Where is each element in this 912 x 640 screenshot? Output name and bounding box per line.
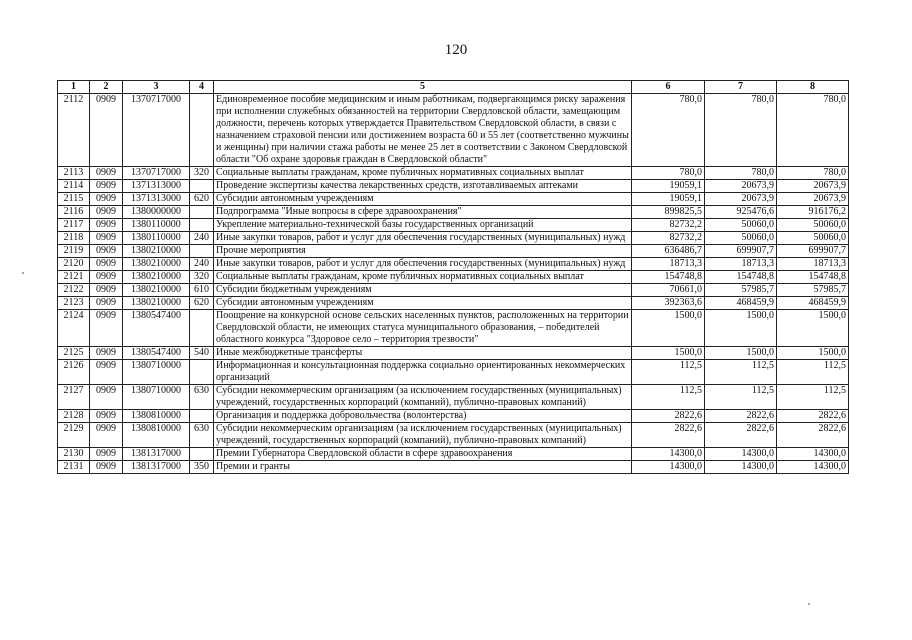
amount-col7-cell: 468459,9 [705, 297, 777, 310]
table-row [58, 310, 849, 347]
target-code-cell: 1380110000 [123, 219, 190, 232]
item-name-cell: Иные межбюджетные трансферты [214, 347, 632, 360]
item-name-cell: Социальные выплаты гражданам, кроме публичных нормативных социальных выплат [214, 167, 632, 180]
amount-col8-cell: 780,0 [777, 94, 849, 167]
section-code-cell: 0909 [90, 423, 123, 448]
table-row [58, 193, 849, 206]
target-code-cell: 1380210000 [123, 271, 190, 284]
item-name-cell: Информационная и консультационная поддержка социально ориентированных некоммерческих организаций [214, 360, 632, 385]
header-cell-4: 4 [190, 81, 214, 94]
expense-type-cell: 630 [190, 385, 214, 410]
expense-type-cell [190, 206, 214, 219]
expense-type-cell: 350 [190, 461, 214, 474]
target-code-cell: 1370717000 [123, 94, 190, 167]
amount-col8-cell: 2822,6 [777, 410, 849, 423]
row-number-cell: 2114 [58, 180, 90, 193]
amount-col7-cell: 57985,7 [705, 284, 777, 297]
expense-type-cell: 240 [190, 258, 214, 271]
amount-col6-cell: 2822,6 [632, 423, 705, 448]
item-name-cell: Субсидии некоммерческим организациям (за исключением государственных (муниципальных) учреждений, государственных корпораций (компаний), публично-правовых компаний) [214, 385, 632, 410]
expense-type-cell: 620 [190, 297, 214, 310]
header-row [58, 81, 849, 94]
amount-col8-cell: 50060,0 [777, 219, 849, 232]
target-code-cell: 1380547400 [123, 310, 190, 347]
item-name-cell: Единовременное пособие медицинским и иным работникам, подвергающимся риску заражения при исполнении служебных обязанностей на территории Свердловской области, замещающим должности, перечень которых утверждается Правительством Свердловской области, в связи с назначением страховой пенсии или достижением возраста 60 и 55 лет (соответственно мужчины и женщины) при наличии стажа работы не менее 25 лет в соответствии с Законом Свердловской области "Об охране здоровья граждан в Свердловской области" [214, 94, 632, 167]
table-row [58, 180, 849, 193]
amount-col8-cell: 2822,6 [777, 423, 849, 448]
target-code-cell: 1380710000 [123, 360, 190, 385]
amount-col6-cell: 899825,5 [632, 206, 705, 219]
item-name-cell: Социальные выплаты гражданам, кроме публичных нормативных социальных выплат [214, 271, 632, 284]
section-code-cell: 0909 [90, 245, 123, 258]
target-code-cell: 1380210000 [123, 258, 190, 271]
amount-col7-cell: 1500,0 [705, 347, 777, 360]
row-number-cell: 2113 [58, 167, 90, 180]
amount-col7-cell: 50060,0 [705, 219, 777, 232]
amount-col8-cell: 154748,8 [777, 271, 849, 284]
section-code-cell: 0909 [90, 219, 123, 232]
amount-col7-cell: 18713,3 [705, 258, 777, 271]
amount-col8-cell: 14300,0 [777, 448, 849, 461]
expense-type-cell [190, 180, 214, 193]
target-code-cell: 1381317000 [123, 448, 190, 461]
section-code-cell: 0909 [90, 410, 123, 423]
amount-col7-cell: 14300,0 [705, 461, 777, 474]
amount-col6-cell: 112,5 [632, 360, 705, 385]
section-code-cell: 0909 [90, 193, 123, 206]
section-code-cell: 0909 [90, 360, 123, 385]
header-cell-6: 6 [632, 81, 705, 94]
row-number-cell: 2125 [58, 347, 90, 360]
table-row [58, 423, 849, 448]
header-cell-7: 7 [705, 81, 777, 94]
amount-col8-cell: 780,0 [777, 167, 849, 180]
target-code-cell: 1380210000 [123, 284, 190, 297]
table-row [58, 385, 849, 410]
amount-col8-cell: 699907,7 [777, 245, 849, 258]
amount-col7-cell: 1500,0 [705, 310, 777, 347]
amount-col6-cell: 70661,0 [632, 284, 705, 297]
scan-speck [22, 272, 24, 274]
item-name-cell: Премии и гранты [214, 461, 632, 474]
expense-type-cell: 320 [190, 167, 214, 180]
expense-type-cell [190, 219, 214, 232]
target-code-cell: 1380000000 [123, 206, 190, 219]
target-code-cell: 1381317000 [123, 461, 190, 474]
row-number-cell: 2126 [58, 360, 90, 385]
section-code-cell: 0909 [90, 385, 123, 410]
amount-col7-cell: 699907,7 [705, 245, 777, 258]
section-code-cell: 0909 [90, 461, 123, 474]
amount-col7-cell: 154748,8 [705, 271, 777, 284]
row-number-cell: 2117 [58, 219, 90, 232]
table-body [58, 94, 849, 474]
section-code-cell: 0909 [90, 94, 123, 167]
amount-col7-cell: 2822,6 [705, 423, 777, 448]
item-name-cell: Премии Губернатора Свердловской области в сфере здравоохранения [214, 448, 632, 461]
table-row [58, 410, 849, 423]
table-row [58, 245, 849, 258]
amount-col7-cell: 780,0 [705, 94, 777, 167]
item-name-cell: Поощрение на конкурсной основе сельских населенных пунктов, расположенных на территории Свердловской области, не имеющих статуса муниципального образования, – победителей областного конкурса "Здоровое село – территория трезвости" [214, 310, 632, 347]
section-code-cell: 0909 [90, 297, 123, 310]
expense-type-cell: 320 [190, 271, 214, 284]
expense-type-cell: 540 [190, 347, 214, 360]
section-code-cell: 0909 [90, 206, 123, 219]
amount-col6-cell: 19059,1 [632, 180, 705, 193]
amount-col6-cell: 636486,7 [632, 245, 705, 258]
amount-col8-cell: 468459,9 [777, 297, 849, 310]
row-number-cell: 2112 [58, 94, 90, 167]
target-code-cell: 1380210000 [123, 245, 190, 258]
row-number-cell: 2131 [58, 461, 90, 474]
amount-col6-cell: 82732,2 [632, 219, 705, 232]
table-row [58, 219, 849, 232]
item-name-cell: Прочие мероприятия [214, 245, 632, 258]
item-name-cell: Организация и поддержка добровольчества (волонтерства) [214, 410, 632, 423]
page-number: 120 [444, 42, 468, 58]
row-number-cell: 2122 [58, 284, 90, 297]
row-number-cell: 2124 [58, 310, 90, 347]
amount-col8-cell: 112,5 [777, 360, 849, 385]
row-number-cell: 2128 [58, 410, 90, 423]
expense-type-cell [190, 448, 214, 461]
amount-col7-cell: 20673,9 [705, 193, 777, 206]
row-number-cell: 2123 [58, 297, 90, 310]
target-code-cell: 1380810000 [123, 410, 190, 423]
amount-col7-cell: 20673,9 [705, 180, 777, 193]
amount-col8-cell: 20673,9 [777, 180, 849, 193]
budget-table [57, 80, 849, 474]
amount-col6-cell: 1500,0 [632, 310, 705, 347]
expense-type-cell [190, 360, 214, 385]
section-code-cell: 0909 [90, 284, 123, 297]
section-code-cell: 0909 [90, 271, 123, 284]
item-name-cell: Субсидии некоммерческим организациям (за исключением государственных (муниципальных) учреждений, государственных корпораций (компаний), публично-правовых компаний) [214, 423, 632, 448]
amount-col6-cell: 2822,6 [632, 410, 705, 423]
item-name-cell: Субсидии автономным учреждениям [214, 193, 632, 206]
row-number-cell: 2118 [58, 232, 90, 245]
amount-col7-cell: 112,5 [705, 385, 777, 410]
header-cell-8: 8 [777, 81, 849, 94]
table-row [58, 347, 849, 360]
table-row [58, 206, 849, 219]
amount-col6-cell: 780,0 [632, 167, 705, 180]
table-row [58, 461, 849, 474]
item-name-cell: Укрепление материально-технической базы государственных организаций [214, 219, 632, 232]
section-code-cell: 0909 [90, 310, 123, 347]
amount-col6-cell: 154748,8 [632, 271, 705, 284]
row-number-cell: 2119 [58, 245, 90, 258]
amount-col8-cell: 50060,0 [777, 232, 849, 245]
amount-col6-cell: 14300,0 [632, 461, 705, 474]
amount-col8-cell: 1500,0 [777, 347, 849, 360]
section-code-cell: 0909 [90, 167, 123, 180]
item-name-cell: Проведение экспертизы качества лекарственных средств, изготавливаемых аптеками [214, 180, 632, 193]
row-number-cell: 2120 [58, 258, 90, 271]
expense-type-cell [190, 410, 214, 423]
section-code-cell: 0909 [90, 232, 123, 245]
amount-col6-cell: 392363,6 [632, 297, 705, 310]
section-code-cell: 0909 [90, 448, 123, 461]
amount-col8-cell: 14300,0 [777, 461, 849, 474]
expense-type-cell [190, 310, 214, 347]
section-code-cell: 0909 [90, 347, 123, 360]
amount-col8-cell: 57985,7 [777, 284, 849, 297]
amount-col8-cell: 18713,3 [777, 258, 849, 271]
target-code-cell: 1380210000 [123, 297, 190, 310]
item-name-cell: Иные закупки товаров, работ и услуг для обеспечения государственных (муниципальных) нужд [214, 258, 632, 271]
table-row [58, 448, 849, 461]
header-cell-3: 3 [123, 81, 190, 94]
amount-col7-cell: 780,0 [705, 167, 777, 180]
target-code-cell: 1380110000 [123, 232, 190, 245]
table-row [58, 271, 849, 284]
amount-col7-cell: 50060,0 [705, 232, 777, 245]
target-code-cell: 1380810000 [123, 423, 190, 448]
amount-col6-cell: 82732,2 [632, 232, 705, 245]
item-name-cell: Иные закупки товаров, работ и услуг для обеспечения государственных (муниципальных) нужд [214, 232, 632, 245]
amount-col6-cell: 1500,0 [632, 347, 705, 360]
target-code-cell: 1380547400 [123, 347, 190, 360]
amount-col6-cell: 19059,1 [632, 193, 705, 206]
target-code-cell: 1371313000 [123, 193, 190, 206]
section-code-cell: 0909 [90, 180, 123, 193]
amount-col8-cell: 112,5 [777, 385, 849, 410]
amount-col7-cell: 112,5 [705, 360, 777, 385]
item-name-cell: Подпрограмма "Иные вопросы в сфере здравоохранения" [214, 206, 632, 219]
header-cell-5: 5 [214, 81, 632, 94]
row-number-cell: 2116 [58, 206, 90, 219]
header-cell-2: 2 [90, 81, 123, 94]
item-name-cell: Субсидии бюджетным учреждениям [214, 284, 632, 297]
table-row [58, 297, 849, 310]
row-number-cell: 2129 [58, 423, 90, 448]
amount-col7-cell: 14300,0 [705, 448, 777, 461]
expense-type-cell: 630 [190, 423, 214, 448]
expense-type-cell [190, 94, 214, 167]
table-row [58, 94, 849, 167]
table-row [58, 232, 849, 245]
expense-type-cell [190, 245, 214, 258]
table-row [58, 284, 849, 297]
item-name-cell: Субсидии автономным учреждениям [214, 297, 632, 310]
section-code-cell: 0909 [90, 258, 123, 271]
scan-speck [808, 603, 810, 605]
amount-col6-cell: 14300,0 [632, 448, 705, 461]
amount-col8-cell: 1500,0 [777, 310, 849, 347]
target-code-cell: 1371313000 [123, 180, 190, 193]
table-row [58, 360, 849, 385]
amount-col8-cell: 916176,2 [777, 206, 849, 219]
amount-col6-cell: 18713,3 [632, 258, 705, 271]
row-number-cell: 2121 [58, 271, 90, 284]
expense-type-cell: 620 [190, 193, 214, 206]
amount-col8-cell: 20673,9 [777, 193, 849, 206]
amount-col6-cell: 112,5 [632, 385, 705, 410]
target-code-cell: 1380710000 [123, 385, 190, 410]
expense-type-cell: 610 [190, 284, 214, 297]
amount-col6-cell: 780,0 [632, 94, 705, 167]
row-number-cell: 2127 [58, 385, 90, 410]
table-row [58, 167, 849, 180]
table-row [58, 258, 849, 271]
header-cell-1: 1 [58, 81, 90, 94]
amount-col7-cell: 925476,6 [705, 206, 777, 219]
row-number-cell: 2115 [58, 193, 90, 206]
target-code-cell: 1370717000 [123, 167, 190, 180]
row-number-cell: 2130 [58, 448, 90, 461]
amount-col7-cell: 2822,6 [705, 410, 777, 423]
expense-type-cell: 240 [190, 232, 214, 245]
